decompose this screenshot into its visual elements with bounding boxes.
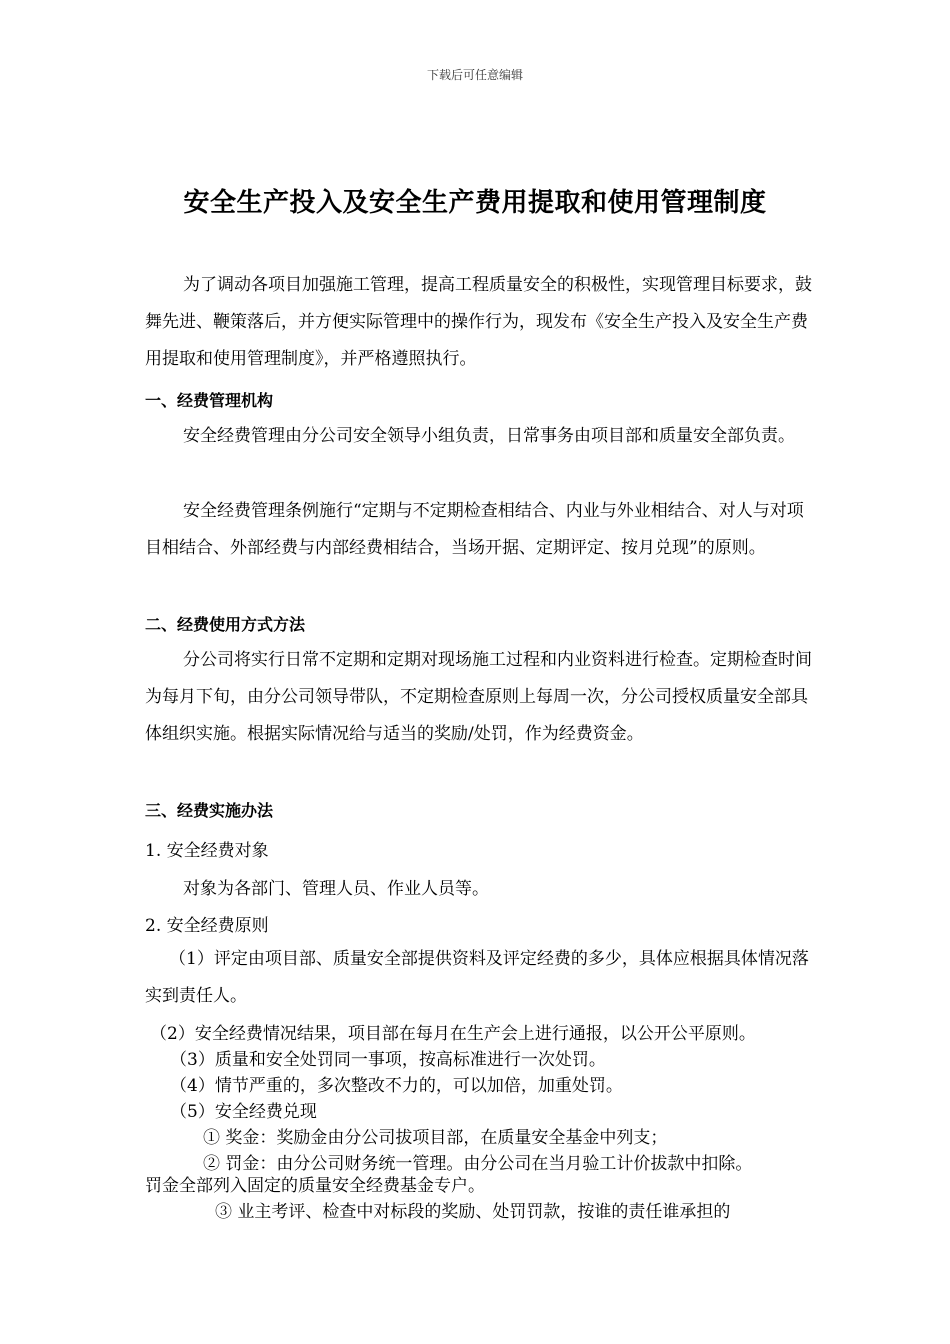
list-item-2: 2. 安全经费原则: [145, 916, 269, 936]
page-header-note: 下载后可任意编辑: [426, 68, 523, 82]
intro-paragraph: 为了调动各项目加强施工管理，提高工程质量安全的积极性，实现管理目标要求，鼓舞先进、鞭策落后，并方便实际管理中的操作行为，现发布《安全生产投入及安全生产费用提取和使用管理制度》，并严格遵照执行。: [145, 275, 812, 369]
rule-1: （1）评定由项目部、质量安全部提供资料及评定经费的多少，具体应根据具体情况落实到责任人。: [145, 949, 809, 1006]
section-2-paragraph-1: 分公司将实行日常不定期和定期对现场施工过程和内业资料进行检查。定期检查时间为每月下旬，由分公司领导带队，不定期检查原则上每周一次，分公司授权质量安全部具体组织实施。根据实际情况给与适当的奖励/处罚，作为经费资金。: [145, 650, 812, 744]
list-item-1: 1. 安全经费对象: [145, 841, 269, 861]
list-item-1-text: 对象为各部门、管理人员、作业人员等。: [183, 879, 489, 899]
section-1-paragraph-1: 安全经费管理由分公司安全领导小组负责，日常事务由项目部和质量安全部负责。: [183, 426, 795, 446]
rule-3: （3）质量和安全处罚同一事项，按高标准进行一次处罚。: [170, 1050, 606, 1070]
document-title: 安全生产投入及安全生产费用提取和使用管理制度: [183, 188, 767, 218]
section-heading-1: 一、经费管理机构: [145, 391, 274, 410]
sub-item-3: ③ 业主考评、检查中对标段的奖励、处罚罚款，按谁的责任谁承担的: [215, 1202, 731, 1222]
section-heading-2: 二、经费使用方式方法: [145, 615, 306, 634]
sub-item-2: ② 罚金：由分公司财务统一管理。由分公司在当月验工计价拔款中扣除。: [203, 1154, 753, 1174]
rule-5: （5）安全经费兑现: [170, 1102, 317, 1122]
section-1-paragraph-2: 安全经费管理条例施行“定期与不定期检查相结合、内业与外业相结合、对人与对项目相结合、外部经费与内部经费相结合，当场开据、定期评定、按月兑现”的原则。: [145, 501, 804, 558]
rule-4: （4）情节严重的，多次整改不力的，可以加倍，加重处罚。: [170, 1076, 623, 1096]
sub-item-1: ① 奖金：奖励金由分公司拔项目部，在质量安全基金中列支；: [203, 1128, 668, 1148]
section-heading-3: 三、经费实施办法: [145, 801, 274, 820]
sub-item-2-continued: 罚金全部列入固定的质量安全经费基金专户。: [145, 1176, 485, 1196]
rule-2: （2）安全经费情况结果，项目部在每月在生产会上进行通报，以公开公平原则。: [150, 1024, 756, 1044]
